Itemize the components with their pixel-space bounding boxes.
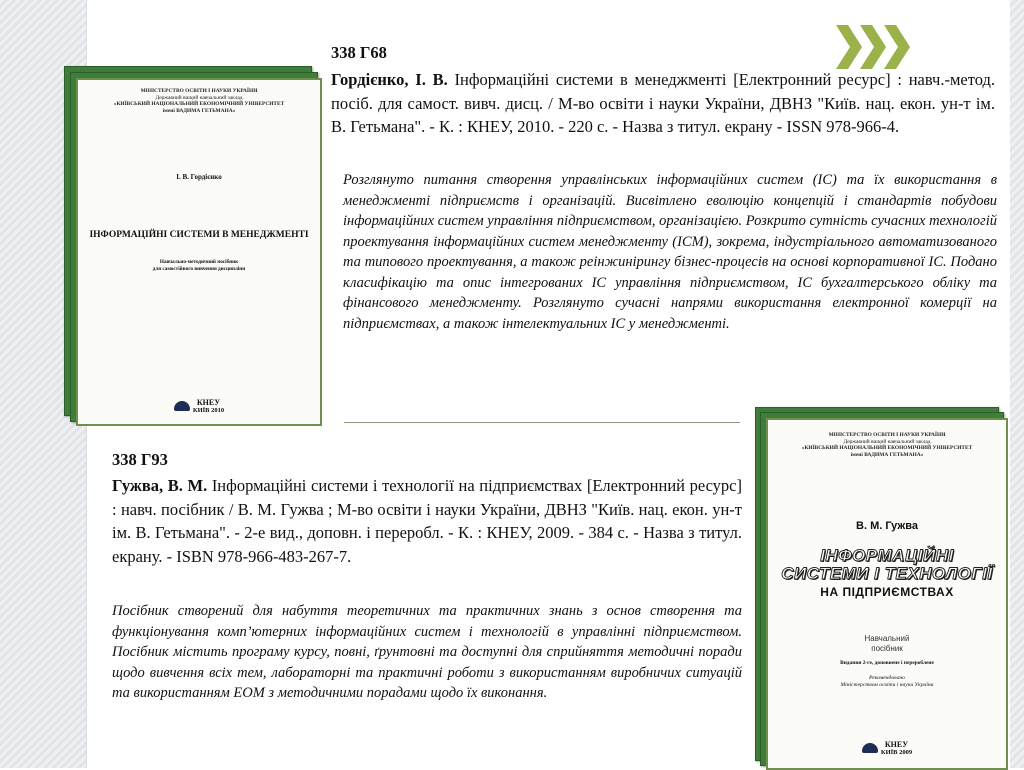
cover-kind: Навчальний посібник [864, 634, 910, 653]
entry-1-citation [331, 68, 995, 139]
cover-edition: Видання 2-ге, доповнене і перероблене [840, 660, 934, 666]
cover-publisher: КНЕУ КИЇВ 2009 [768, 740, 1006, 756]
kneu-logo-icon [862, 743, 878, 753]
entry-1-code: 338 Г68 [331, 43, 387, 62]
cover-publisher: КНЕУ КИЇВ 2010 [78, 398, 320, 414]
cover-title: ІНФОРМАЦІЙНІ СИСТЕМИ І ТЕХНОЛОГІЇ НА ПІДПРИЄМСТВАХ [781, 546, 993, 599]
cover-recommendation: Рекомендовано Міністерством освіти і науки України [840, 675, 934, 688]
cover-ministry: МІНІСТЕРСТВО ОСВІТИ І НАУКИ УКРАЇНИ Державний вищий навчальний заклад «КИЇВСЬКИЙ НАЦІОНАЛЬНИЙ ЕКОНОМІЧНИЙ УНІВЕРСИТЕТ імені ВАДИМА ГЕТЬМАНА» [801, 432, 973, 458]
cover-ministry: МІНІСТЕРСТВО ОСВІТИ І НАУКИ УКРАЇНИ Державний вищий навчальний заклад «КИЇВСЬКИЙ НАЦІОНАЛЬНИЙ ЕКОНОМІЧНИЙ УНІВЕРСИТЕТ імені ВАДИМА ГЕТЬМАНА» [113, 88, 285, 114]
cover-title: ІНФОРМАЦІЙНІ СИСТЕМИ В МЕНЕДЖМЕНТІ [89, 230, 309, 240]
entry-1-citation-text: Інформаційні системи в менеджменті [Електронний ресурс] : навч.-метод. посіб. для самост. вивч. дисц. / М-во освіти і науки України, ДВНЗ "Київ. нац. екон. ун-т ім. В. Гетьмана". - К. : КНЕУ, 2010. - 220 с. - Назва з титул. екрану - ISSN 978-966-4. [331, 70, 995, 136]
divider-line [344, 422, 740, 423]
entry-2-annotation: Посібник створений для набуття теоретичних та практичних знань з основ створення та функціонування комп’ютерних інформаційних систем і технологій в управлінні підприємством. Посібник містить програму курсу, повні, ґрунтовні та доступні для сприйняття методичні поради щодо вивчення всіх тем, лабораторні та практичні роботи з використанням виробничих ситуацій та використанням ЕОМ з методичними порадами щодо їх виконання. [112, 603, 742, 701]
cover-subtitle: Навчально-методичний посібник для самостійного вивчення дисципліни [152, 259, 246, 272]
chevrons-right-icon [836, 22, 916, 72]
cover-author: В. М. Гужва [856, 520, 918, 532]
entry-2-code: 338 Г93 [112, 450, 168, 469]
entry-2-author: Гужва, В. М. [112, 476, 208, 495]
book-cover-2 [755, 407, 1007, 767]
entry-2-citation [112, 474, 742, 568]
entry-2-citation-text: Інформаційні системи і технології на підприємствах [Електронний ресурс] : навч. посібник / В. М. Гужва ; М-во освіти і науки України, ДВНЗ "Київ. нац. екон. ун-т ім. В. Гетьмана". - 2-е вид., доповн. і переробл. - К. : КНЕУ, 2009. - 384 с. - Назва з титул. екрану. - ISBN 978-966-483-267-7. [112, 476, 742, 566]
kneu-logo-icon [174, 401, 190, 411]
right-decorative-band [1010, 0, 1024, 768]
book-cover-1 [64, 66, 322, 426]
entry-1-annotation: Розглянуто питання створення управлінських інформаційних систем (ІС) та їх використання в менеджменті підприємств і організацій. Висвітлено еволюцію концепцій і стандартів побудови інформаційних систем управління підприємством, організацією. Розкрито сутність сучасних технологій проектування інформаційних систем менеджменту (ІСМ), зокрема, індустріального автоматизованого та типового проектування, а також реінжинірингу бізнес-процесів на основі корпоративної ІС. Подано класифікацію та опис інтегрованих ІС управління підприємством, ІС бухгалтерського обліку та фінансового менеджменту. Розглянуто сучасні напрями використання електронної комерції на підприємствах, а також інтелектуальних ІС у менеджменті. [343, 172, 997, 332]
entry-1-author: Гордієнко, І. В. [331, 70, 448, 89]
cover-author: І. В. Гордієнко [176, 173, 222, 181]
